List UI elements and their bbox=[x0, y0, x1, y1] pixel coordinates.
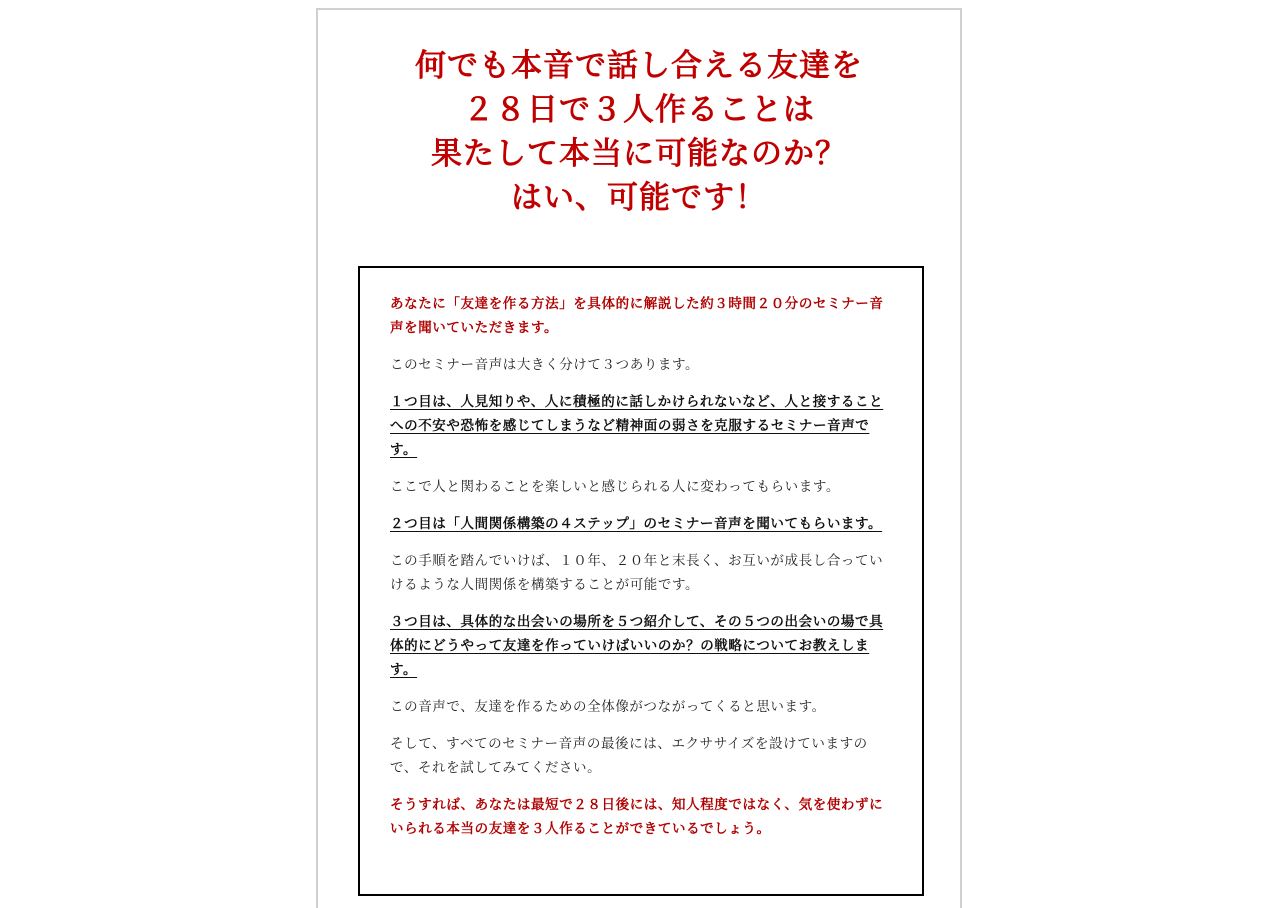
point-3-paragraph bbox=[390, 610, 892, 682]
content-box bbox=[358, 266, 924, 896]
conclusion-paragraph: そうすれば、あなたは最短で２８日後には、知人程度ではなく、気を使わずにいられる本当の友達を３人作ることができているでしょう。 bbox=[390, 797, 884, 837]
point-3-detail: この音声で、友達を作るための全体像がつながってくると思います。 bbox=[390, 699, 826, 715]
point-1-detail: ここで人と関わることを楽しいと感じられる人に変わってもらいます。 bbox=[390, 479, 840, 495]
exercise-paragraph: そして、すべてのセミナー音声の最後には、エクササイズを設けていますので、それを試してみてください。 bbox=[390, 736, 868, 776]
point-3-text: ３つ目は、具体的な出会いの場所を５つ紹介して、その５つの出会いの場で具体的にどうやって友達を作っていけばいいのか？の戦略についてお教えします。 bbox=[390, 614, 884, 678]
summary-paragraph: このセミナー音声は大きく分けて３つあります。 bbox=[390, 357, 700, 373]
point-1-text: １つ目は、人見知りや、人に積極的に話しかけられないなど、人と接することへの不安や恐怖を感じてしまうなど精神面の弱さを克服するセミナー音声です。 bbox=[390, 394, 884, 458]
point-2-paragraph bbox=[390, 512, 892, 536]
headline-line-3: 果たして本当に可能なのか？ bbox=[431, 136, 847, 172]
headline-line-4: はい、可能です！ bbox=[511, 180, 767, 216]
headline bbox=[318, 44, 960, 220]
page-column bbox=[316, 8, 962, 908]
point-2-text: ２つ目は「人間関係構築の４ステップ」のセミナー音声を聞いてもらいます。 bbox=[390, 516, 883, 532]
point-1-paragraph bbox=[390, 390, 892, 462]
headline-line-1: 何でも本音で話し合える友達を bbox=[415, 48, 863, 84]
point-2-detail: この手順を踏んでいけば、１０年、２０年と末長く、お互いが成長し合っていけるような人間関係を構築することが可能です。 bbox=[390, 553, 884, 593]
headline-line-2: ２８日で３人作ることは bbox=[463, 92, 815, 128]
intro-paragraph: あなたに「友達を作る方法」を具体的に解説した約３時間２０分のセミナー音声を聞いていただきます。 bbox=[390, 296, 884, 336]
